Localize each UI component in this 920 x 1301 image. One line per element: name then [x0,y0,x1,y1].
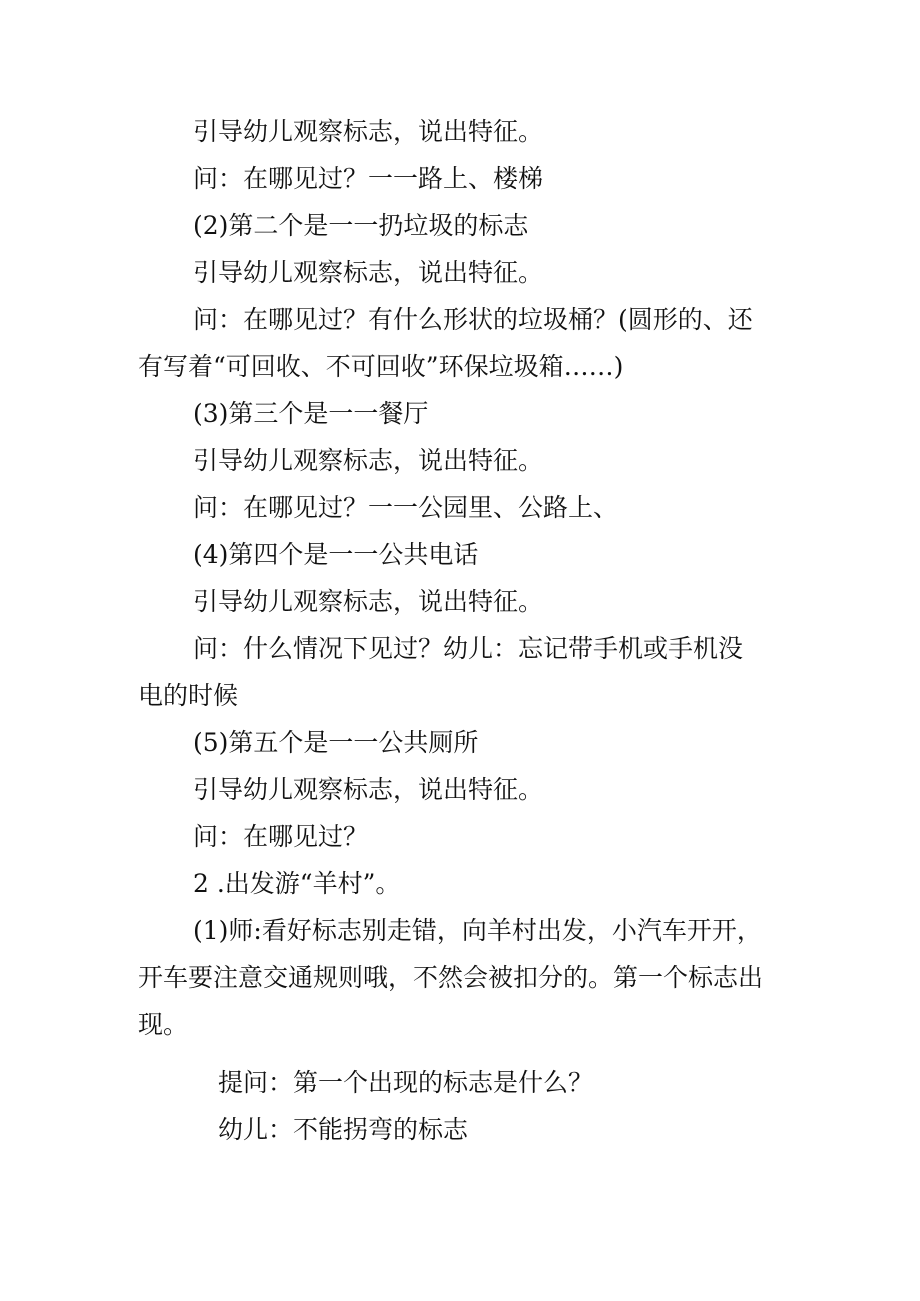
text-line: 引导幼儿观察标志，说出特征。 [193,446,544,475]
text-line: 引导幼儿观察标志，说出特征。 [193,587,544,616]
text-line: 有写着“可回收、不可回收”环保垃圾箱……) [138,352,624,381]
text-line: 幼儿：不能拐弯的标志 [218,1115,469,1144]
text-line: 问：在哪见过？ [193,822,369,851]
text-line: (4)第四个是一一公共电话 [193,540,479,569]
text-line: 引导幼儿观察标志，说出特征。 [193,117,544,146]
text-line: 电的时候 [138,681,239,710]
text-line: 引导幼儿观察标志，说出特征。 [193,258,544,287]
text-line: (3)第三个是一一餐厅 [193,399,429,428]
text-line: (5)第五个是一一公共厕所 [193,728,479,757]
section-heading: 2 .出发游“羊村”。 [193,869,401,898]
text-line: 提问：第一个出现的标志是什么？ [218,1068,594,1097]
text-line: 开车要注意交通规则哦，不然会被扣分的。第一个标志出 [138,963,764,992]
text-line: 引导幼儿观察标志，说出特征。 [193,775,544,804]
text-line: 问：在哪见过？有什么形状的垃圾桶？(圆形的、还 [193,305,753,334]
text-line: 问：什么情况下见过？幼儿：忘记带手机或手机没 [193,634,744,663]
text-line: (2)第二个是一一扔垃圾的标志 [193,211,529,240]
text-line: 现。 [138,1010,189,1039]
text-line: 问：在哪见过？一一路上、楼梯 [193,164,544,193]
text-line: 问：在哪见过？一一公园里、公路上、 [193,493,619,522]
text-line: (1)师:看好标志别走错，向羊村出发，小汽车开开， [193,916,762,945]
